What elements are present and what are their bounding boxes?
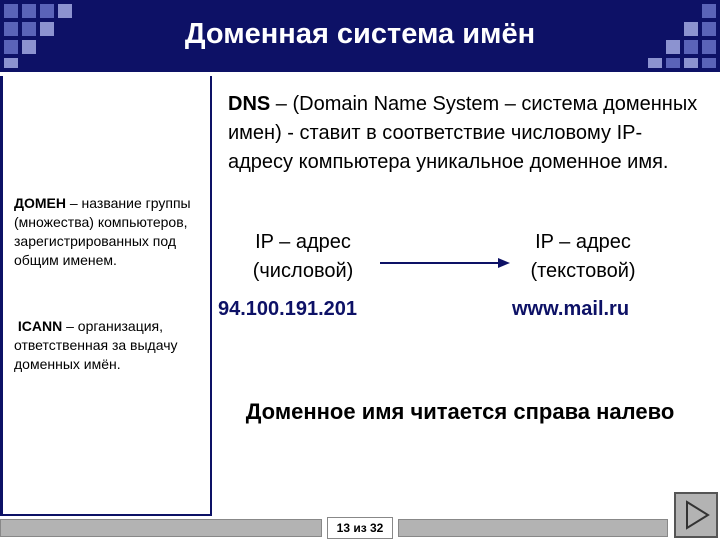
footer-bar-left: [0, 519, 322, 537]
dns-term: DNS: [228, 93, 271, 115]
decor-square: [40, 4, 54, 18]
decor-square: [4, 4, 18, 18]
decor-square: [40, 22, 54, 36]
domain-term: ДОМЕН: [14, 195, 66, 211]
slide-title: Доменная система имён: [184, 18, 536, 50]
ip-text-value: www.mail.ru: [512, 298, 630, 320]
dns-text: – (Domain Name System – система доменных имен) - ставит в соответствие числовому IP-адресу компьютера уникальное доменное имя.: [228, 93, 698, 173]
decor-square: [666, 40, 680, 54]
ip-numeric-label: [228, 228, 378, 286]
domain-definition: [14, 194, 208, 270]
decor-square: [58, 4, 72, 18]
decor-square: [22, 22, 36, 36]
icann-definition: [14, 317, 208, 374]
next-slide-button[interactable]: [674, 492, 718, 538]
reading-direction-note: Доменное имя читается справа налево: [245, 399, 675, 424]
ip-text-line1: IP – адрес: [535, 231, 631, 253]
decor-square: [666, 58, 680, 68]
page-indicator: 13 из 32: [327, 517, 393, 539]
decor-square: [684, 58, 698, 68]
ip-numeric-line1: IP – адрес: [255, 231, 351, 253]
arrow-right-icon: [380, 257, 510, 269]
ip-numeric-line2: (числовой): [252, 260, 354, 282]
domain-text: – название группы (множества) компьютеров, зарегистрированных под общим именем.: [14, 195, 191, 268]
ip-numeric-value: 94.100.191.201: [218, 298, 358, 320]
decor-square: [4, 40, 18, 54]
decor-square: [702, 58, 716, 68]
decor-square: [22, 40, 36, 54]
icann-text: – организация, ответственная за выдачу доменных имён.: [14, 318, 178, 372]
decor-square: [684, 22, 698, 36]
icann-term: ICANN: [17, 318, 63, 334]
decor-square: [4, 22, 18, 36]
decor-square: [702, 22, 716, 36]
decor-square: [648, 58, 662, 68]
ip-text-label: [508, 228, 658, 286]
footer-bar-right: [398, 519, 668, 537]
dns-definition: [228, 90, 698, 177]
decor-square: [22, 4, 36, 18]
decor-square: [702, 4, 716, 18]
slide-header: [0, 0, 720, 72]
decor-square: [702, 40, 716, 54]
decor-square: [684, 40, 698, 54]
decor-square: [4, 58, 18, 68]
definitions-panel: [0, 76, 212, 516]
play-icon: [676, 494, 716, 536]
ip-text-line2: (текстовой): [530, 260, 636, 282]
